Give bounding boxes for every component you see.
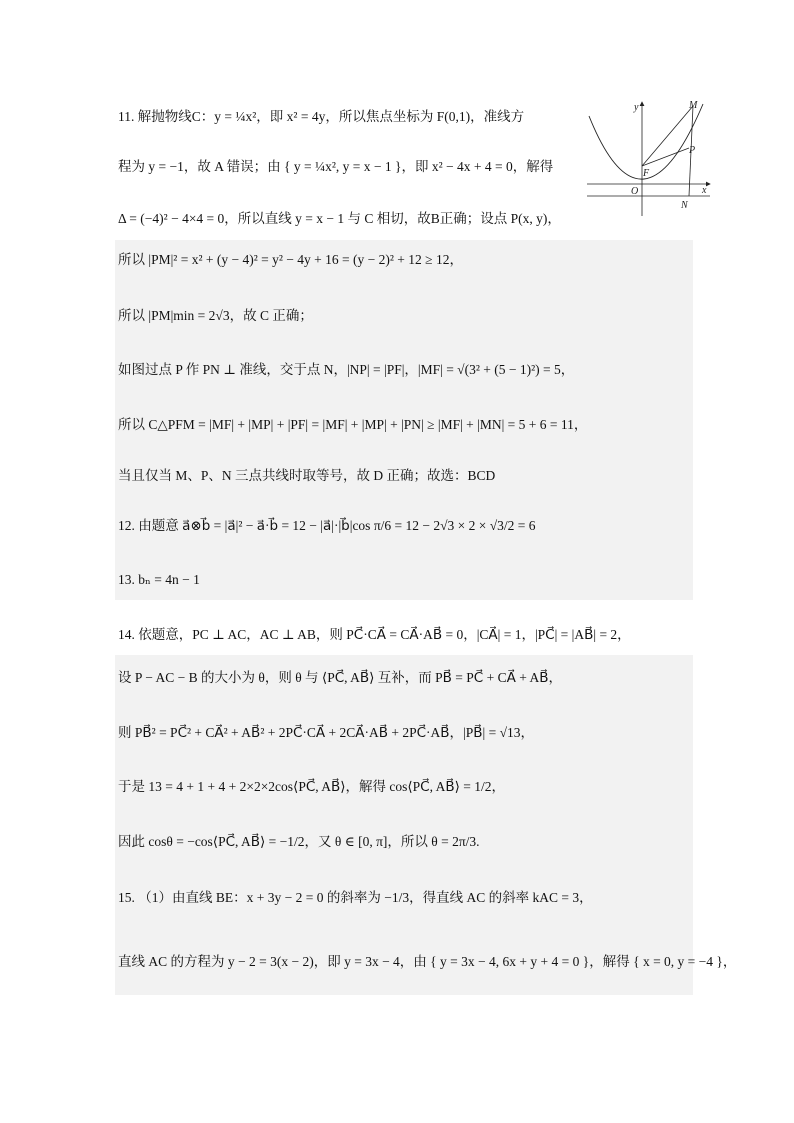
band-4	[115, 655, 693, 995]
solution-11-line-4: 所以 |PM|² = x² + (y − 4)² = y² − 4y + 16 = (y − 2)² + 12 ≥ 12，	[118, 252, 463, 267]
segment-FM	[642, 106, 696, 166]
label-y: y	[634, 102, 639, 113]
label-O: O	[631, 186, 639, 197]
segment-FP	[642, 148, 689, 166]
solution-11-line-1: 11. 解抛物线C：y = ¼x²，即 x² = 4y，所以焦点坐标为 F(0,1)，准线方	[118, 109, 525, 124]
solution-11-line-5: 所以 |PM|min = 2√3，故 C 正确；	[118, 308, 313, 323]
solution-14-line-3: 则 PB⃗² = PC⃗² + CA⃗² + AB⃗² + 2PC⃗·CA⃗ + 2CA⃗·AB⃗ + 2PC⃗·AB⃗，|PB⃗| = √13，	[118, 725, 535, 740]
label-P: P	[689, 145, 696, 156]
solution-11-line-7: 所以 C△PFM = |MF| + |MP| + |PF| = |MF| + |MP| + |PN| ≥ |MF| + |MN| = 5 + 6 = 11，	[118, 417, 588, 432]
label-N: N	[681, 200, 688, 211]
solution-15-line-1: 15. （1）由直线 BE：x + 3y − 2 = 0 的斜率为 −1/3，得直线 AC 的斜率 kAC = 3，	[118, 890, 593, 905]
parabola-figure	[585, 98, 715, 218]
label-M: M	[689, 100, 698, 111]
solution-14-line-2: 设 P − AC − B 的大小为 θ，则 θ 与 ⟨PC⃗, AB⃗⟩ 互补，而 PB⃗ = PC⃗ + CA⃗ + AB⃗，	[118, 670, 562, 685]
solution-12: 12. 由题意 a⃗⊗b⃗ = |a⃗|² − a⃗·b⃗ = 12 − |a⃗|·|b⃗|cos π/6 = 12 − 2√3 × 2 × √3/2 = 6	[118, 518, 536, 533]
solution-11-line-6: 如图过点 P 作 PN ⊥ 准线，交于点 N，|NP| = |PF|，|MF| = √(3² + (5 − 1)²) = 5，	[118, 362, 575, 377]
solution-14-line-5: 因此 cosθ = −cos⟨PC⃗, AB⃗⟩ = −1/2，又 θ ∈ [0, π]，所以 θ = 2π/3.	[118, 834, 480, 849]
solution-11-line-2: 程为 y = −1，故 A 错误；由 { y = ¼x², y = x − 1 }，即 x² − 4x + 4 = 0，解得	[118, 159, 554, 174]
label-x: x	[702, 185, 707, 196]
label-F: F	[643, 168, 650, 179]
solution-14-line-4: 于是 13 = 4 + 1 + 4 + 2×2×2cos⟨PC⃗, AB⃗⟩，解得 cos⟨PC⃗, AB⃗⟩ = 1/2，	[118, 779, 506, 794]
solution-14-line-1: 14. 依题意，PC ⊥ AC，AC ⊥ AB，则 PC⃗·CA⃗ = CA⃗·AB⃗ = 0，|CA⃗| = 1，|PC⃗| = |AB⃗| = 2，	[118, 627, 631, 642]
solution-13: 13. bₙ = 4n − 1	[118, 572, 200, 587]
solution-15-line-2: 直线 AC 的方程为 y − 2 = 3(x − 2)，即 y = 3x − 4，由 { y = 3x − 4, 6x + y + 4 = 0 }，解得 { x = 0, y = −4 }，	[118, 954, 737, 969]
solution-11-line-3: Δ = (−4)² − 4×4 = 0，所以直线 y = x − 1 与 C 相切，故B正确；设点 P(x, y)，	[118, 211, 561, 226]
solution-11-line-8: 当且仅当 M、P、N 三点共线时取等号，故 D 正确；故选：BCD	[118, 468, 496, 483]
